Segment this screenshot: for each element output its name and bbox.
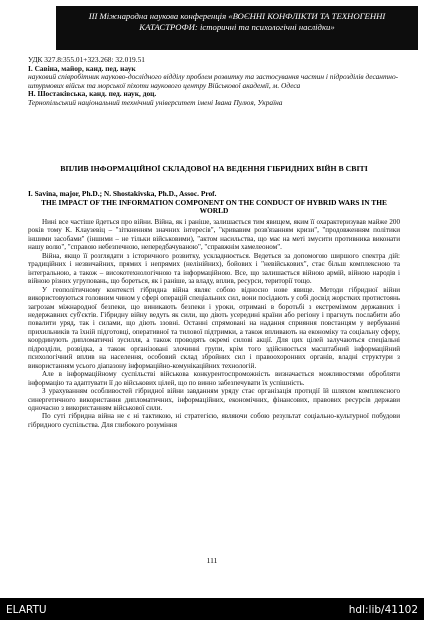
paragraph: Нині все частіше йдеться про війни. Війна, як і раніше, залишається тим явищем, яким її охарактеризував майже 200 років тому К. Клаузевіц – "зіткненням значних інтересів", "кривавим розв'язанням кризи", "продовженням політики іншими засобами" (іншими – не тільки військовими), "актом насильства, що має на меті змусити противника виконати нашу волю", "справою небезпечною, непередбачуваною", "справжнім хамелеоном". [28, 218, 400, 252]
article-english-header [28, 190, 400, 216]
handle-link[interactable]: hdl:lib/41102 [348, 604, 418, 616]
conference-header [56, 6, 418, 50]
article-body [28, 218, 400, 429]
page-number: 111 [206, 556, 218, 565]
repository-name: ELARTU [6, 604, 47, 616]
repository-footer [0, 598, 424, 620]
article-meta [28, 56, 400, 108]
authors-en: I. Savina, major, Ph.D.; N. Shostakivska, Ph.D., Assoc. Prof. [28, 189, 217, 198]
article-title-en: THE IMPACT OF THE INFORMATION COMPONENT ON THE CONDUCT OF HYBRID WARS IN THE WORLD [41, 197, 387, 216]
udc-code: УДК 327.8:355.01+323.268: 32.019.51 [28, 55, 145, 64]
paragraph: Війна, якщо її розглядати з історичного розвитку, ускладнюється. Ведеться за допомогою ширшого спектра дій: традиційних і незвичайних, прямих і непрямих (нелінійних), бойових і "невійськових", стає більш комплексною та інтегральною, а також – високотехнологічною та інформаційною. Все, що залишається війною армій, війною народів і війною різних угруповань, що бореться, як і раніше, за владу, вплив, ресурси, території тощо. [28, 251, 400, 286]
conference-line-2: КАТАСТРОФИ: історичні та психологічні наслідки» [139, 21, 335, 32]
author-1-name: І. Савіна, майор, канд. пед. наук [28, 63, 136, 73]
paragraph: Але в інформаційному суспільстві військова конкурентоспроможність визначається можливостями обробляти інформацію та адаптувати її до військових цілей, що по винно забезпечувати їх успішність. [28, 370, 400, 387]
conference-line-1: ІІІ Міжнародна наукова конференція «ВОЄННІ КОНФЛІКТИ ТА ТЕХНОГЕННІ [88, 11, 386, 21]
paragraph: З урахуванням особливостей гібридної війни завданням уряду стає організація протидії їй шляхом комплексного синергетичного використання дипломатичних, інформаційних, економічних, фінансових, правових ресурсів держави одночасно з використанням військової сили. [28, 387, 400, 412]
author-2-name: Н. Шостаківська, канд. пед. наук, доц. [28, 89, 157, 99]
paragraph: По суті гібридна війна не є ні тактикою, ні стратегією, являючи собою результат соціально-культурної побудови гібридного суспільства. Для глибокого розуміння [28, 412, 400, 429]
paragraph: У геополітичному контексті гібридна війна являє собою відносно нове явище. Методи гібридної війни використовуються головним чином у сфері операцій спеціальних сил, вони посідають у собі досвід жорстких протистоянь загрозам міжнародної безпеки, що виникають безпеки і уроки, отримані в боротьбі з екстремізмом державних і недержавних суб'єктів. Гібридну війну ведуть як сили, що діють усередині країни або регіону і прагнуть послабити або повалити уряд, так і силами, що діють ззовні. Останні спрямовані на надання сприяння повстанцям у вербуванні прихильників та їхній підготовці, оперативної та тилової підтримки, а також впливають на економіку та соціальну сферу, координують дипломатичні зусилля, а також проводять окремі силові акції. Для цих цілей залучаються спеціальні підрозділи, розвідка, а також організовані злочинні групи, крім того здійснюється масштабний інформаційний психологічний вплив на населення, особовий склад збройних сил і правоохоронних органів, владні структури з використанням усього діапазону інформаційно-комунікаційних технологій. [28, 285, 400, 370]
author-2-affiliation: Тернопільський національний технічний університет імені Івана Пулюя, Україна [28, 97, 283, 107]
article-title-uk: ВПЛИВ ІНФОРМАЦІЙНОЇ СКЛАДОВОЇ НА ВЕДЕННЯ ГІБРИДНИХ ВІЙН В СВІТІ [60, 164, 368, 173]
author-1-affiliation: науковий співробітник науково-дослідного відділу проблем розвитку та застосування частин і підрозділів десантно-штурмових військ та морської піхоти наукового центру Військової академії, м. Одеса [28, 72, 399, 90]
